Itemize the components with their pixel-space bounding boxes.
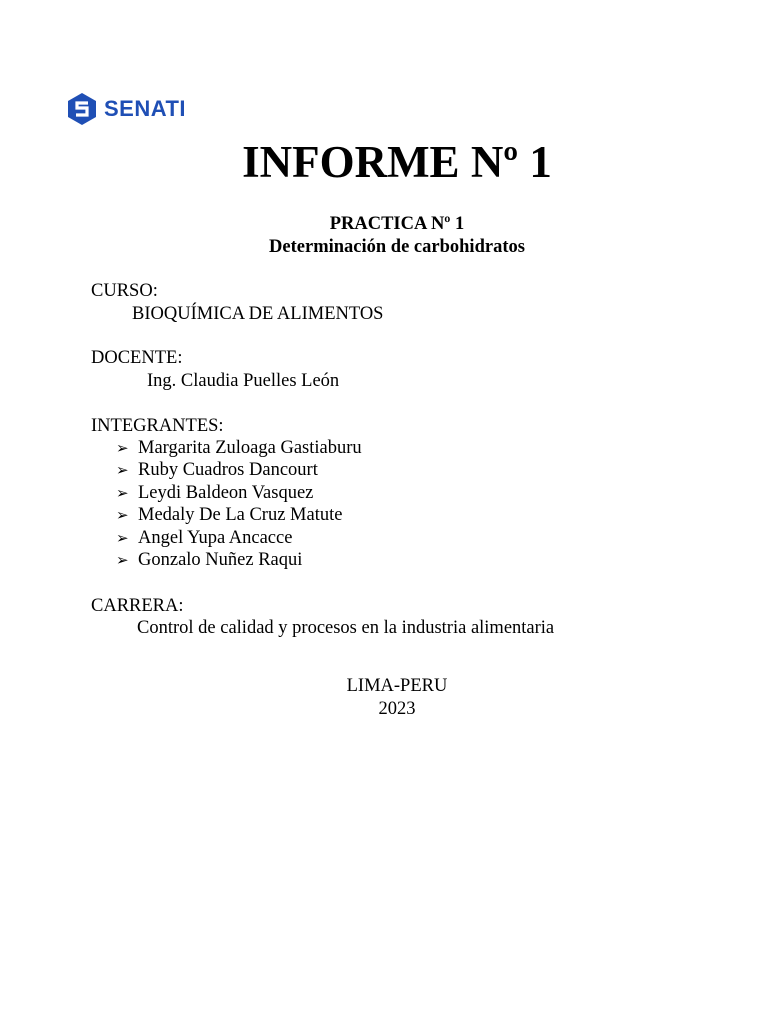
- year: 2023: [378, 699, 416, 719]
- arrow-bullet-icon: ➢: [116, 461, 129, 479]
- member-name: Medaly De La Cruz Matute: [138, 505, 343, 525]
- practice-topic: Determinación de carbohidratos: [269, 237, 525, 257]
- career-value: Control de calidad y procesos en la industria alimentaria: [137, 618, 555, 638]
- list-item: [116, 504, 342, 526]
- document-title: INFORME Nº 1: [242, 137, 552, 187]
- arrow-bullet-icon: ➢: [116, 484, 129, 502]
- teacher-label: DOCENTE:: [91, 348, 183, 368]
- arrow-bullet-icon: ➢: [116, 439, 129, 457]
- list-item: [116, 482, 313, 504]
- member-name: Leydi Baldeon Vasquez: [138, 483, 314, 503]
- member-name: Angel Yupa Ancacce: [138, 528, 293, 548]
- course-label: CURSO:: [91, 281, 158, 301]
- practice-label: PRACTICA Nº 1: [329, 214, 465, 234]
- list-item: [116, 527, 292, 549]
- senati-logo: [66, 92, 186, 126]
- course-value: BIOQUÍMICA DE ALIMENTOS: [132, 304, 384, 324]
- teacher-value: Ing. Claudia Puelles León: [147, 371, 340, 391]
- arrow-bullet-icon: ➢: [116, 529, 129, 547]
- arrow-bullet-icon: ➢: [116, 506, 129, 524]
- list-item: [116, 459, 318, 481]
- logo-text: SENATI: [104, 96, 187, 121]
- member-name: Gonzalo Nuñez Raqui: [138, 550, 303, 570]
- member-name: Ruby Cuadros Dancourt: [138, 460, 318, 480]
- senati-logo-icon: [66, 92, 98, 126]
- member-name: Margarita Zuloaga Gastiaburu: [138, 438, 362, 458]
- members-label: INTEGRANTES:: [91, 416, 224, 436]
- list-item: [116, 549, 302, 571]
- arrow-bullet-icon: ➢: [116, 551, 129, 569]
- list-item: [116, 437, 362, 459]
- place: LIMA-PERU: [346, 676, 448, 696]
- career-label: CARRERA:: [91, 596, 184, 616]
